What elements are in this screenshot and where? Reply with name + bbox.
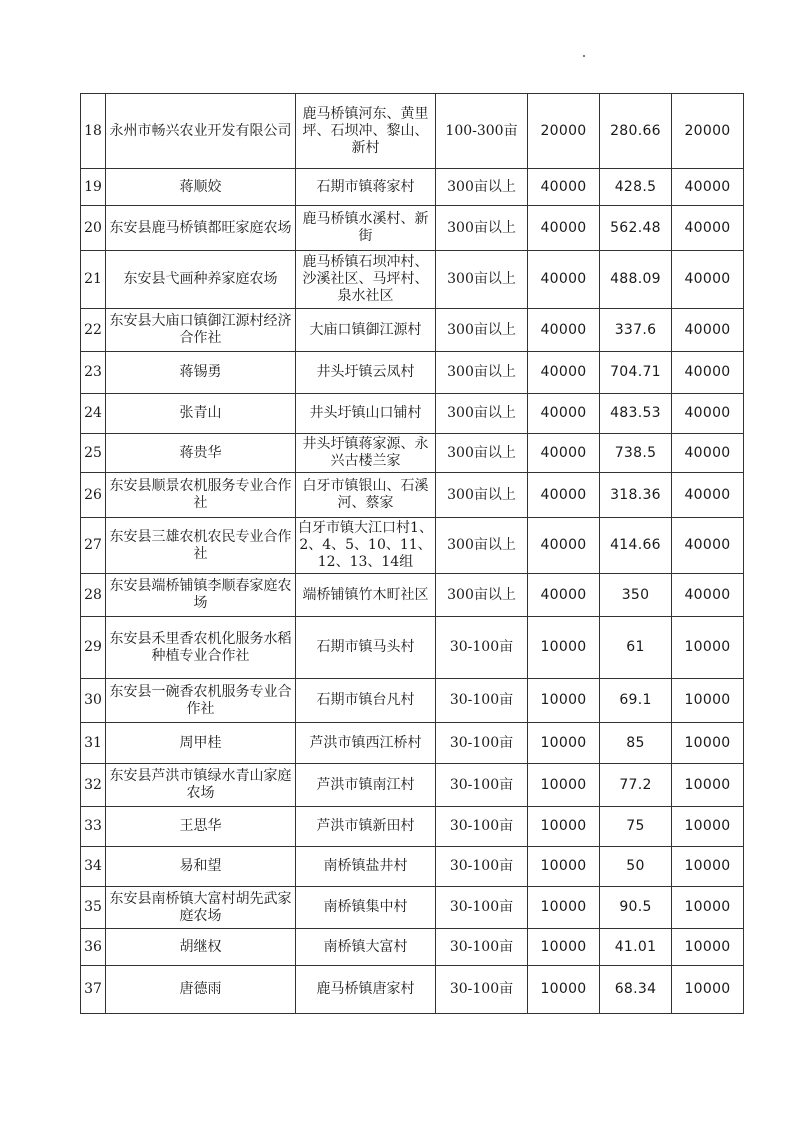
scale-range: 30-100亩	[436, 807, 528, 847]
recipient-name: 蒋锡勇	[106, 352, 296, 394]
recipient-name: 东安县大庙口镇御江源村经济合作社	[106, 309, 296, 352]
subsidy-standard: 40000	[528, 352, 600, 394]
scale-range: 300亩以上	[436, 473, 528, 518]
row-number: 24	[81, 394, 106, 434]
location: 白牙市镇银山、石溪河、蔡家	[296, 473, 436, 518]
row-number: 36	[81, 929, 106, 966]
recipient-name: 蒋顺姣	[106, 169, 296, 206]
row-number: 32	[81, 764, 106, 807]
table-row	[81, 887, 744, 929]
subsidy-standard: 40000	[528, 206, 600, 251]
location: 端桥铺镇竹木町社区	[296, 574, 436, 617]
recipient-name: 胡继权	[106, 929, 296, 966]
subsidy-standard: 10000	[528, 887, 600, 929]
table-row	[81, 352, 744, 394]
subsidy-amount: 40000	[672, 251, 744, 309]
table-row	[81, 518, 744, 574]
row-number: 25	[81, 434, 106, 473]
recipient-name: 东安县南桥镇大富村胡先武家庭农场	[106, 887, 296, 929]
table-row	[81, 929, 744, 966]
recipient-name: 周甲桂	[106, 723, 296, 764]
table-row	[81, 723, 744, 764]
row-number: 33	[81, 807, 106, 847]
location: 井头圩镇山口铺村	[296, 394, 436, 434]
subsidy-amount: 40000	[672, 518, 744, 574]
location: 鹿马桥镇河东、黄里坪、石坝冲、黎山、新村	[296, 94, 436, 169]
planted-area: 77.2	[600, 764, 672, 807]
location: 南桥镇大富村	[296, 929, 436, 966]
planted-area: 350	[600, 574, 672, 617]
subsidy-standard: 40000	[528, 518, 600, 574]
row-number: 29	[81, 617, 106, 679]
scale-range: 300亩以上	[436, 206, 528, 251]
subsidy-amount: 10000	[672, 679, 744, 723]
subsidy-amount: 40000	[672, 206, 744, 251]
table-row	[81, 617, 744, 679]
recipient-name: 唐德雨	[106, 966, 296, 1014]
recipient-name: 东安县芦洪市镇绿水青山家庭农场	[106, 764, 296, 807]
subsidy-amount: 40000	[672, 434, 744, 473]
subsidy-amount: 10000	[672, 966, 744, 1014]
table-body	[81, 94, 744, 1014]
location: 南桥镇盐井村	[296, 847, 436, 887]
scale-range: 300亩以上	[436, 518, 528, 574]
planted-area: 318.36	[600, 473, 672, 518]
location: 石期市镇马头村	[296, 617, 436, 679]
subsidy-amount: 10000	[672, 847, 744, 887]
scan-speck	[583, 55, 585, 57]
location: 芦洪市镇南江村	[296, 764, 436, 807]
row-number: 21	[81, 251, 106, 309]
scale-range: 300亩以上	[436, 251, 528, 309]
subsidy-standard: 20000	[528, 94, 600, 169]
scale-range: 300亩以上	[436, 352, 528, 394]
subsidy-standard: 10000	[528, 679, 600, 723]
subsidy-standard: 10000	[528, 807, 600, 847]
table-row	[81, 169, 744, 206]
subsidy-amount: 10000	[672, 617, 744, 679]
row-number: 20	[81, 206, 106, 251]
table-row	[81, 966, 744, 1014]
recipient-name: 张青山	[106, 394, 296, 434]
row-number: 30	[81, 679, 106, 723]
recipient-name: 永州市畅兴农业开发有限公司	[106, 94, 296, 169]
scale-range: 300亩以上	[436, 309, 528, 352]
table-row	[81, 807, 744, 847]
planted-area: 562.48	[600, 206, 672, 251]
recipient-name: 东安县端桥铺镇李顺春家庭农场	[106, 574, 296, 617]
planted-area: 428.5	[600, 169, 672, 206]
location: 井头圩镇蒋家源、永兴古楼兰家	[296, 434, 436, 473]
location: 鹿马桥镇唐家村	[296, 966, 436, 1014]
subsidy-amount: 10000	[672, 929, 744, 966]
subsidy-standard: 40000	[528, 473, 600, 518]
subsidy-standard: 40000	[528, 169, 600, 206]
planted-area: 90.5	[600, 887, 672, 929]
subsidy-amount: 10000	[672, 807, 744, 847]
planted-area: 50	[600, 847, 672, 887]
subsidy-standard: 10000	[528, 723, 600, 764]
scale-range: 300亩以上	[436, 169, 528, 206]
scale-range: 300亩以上	[436, 574, 528, 617]
subsidy-standard: 40000	[528, 394, 600, 434]
scale-range: 30-100亩	[436, 764, 528, 807]
row-number: 34	[81, 847, 106, 887]
scale-range: 300亩以上	[436, 434, 528, 473]
location: 白牙市镇大江口村1、2、4、5、10、11、12、13、14组	[296, 518, 436, 574]
subsidy-amount: 40000	[672, 169, 744, 206]
subsidy-amount: 40000	[672, 309, 744, 352]
planted-area: 280.66	[600, 94, 672, 169]
subsidy-standard: 10000	[528, 847, 600, 887]
table-row	[81, 847, 744, 887]
planted-area: 704.71	[600, 352, 672, 394]
row-number: 35	[81, 887, 106, 929]
location: 鹿马桥镇石坝冲村、沙溪社区、马坪村、泉水社区	[296, 251, 436, 309]
recipient-name: 王思华	[106, 807, 296, 847]
scale-range: 30-100亩	[436, 679, 528, 723]
table-row	[81, 394, 744, 434]
location: 鹿马桥镇水溪村、新街	[296, 206, 436, 251]
planted-area: 68.34	[600, 966, 672, 1014]
row-number: 26	[81, 473, 106, 518]
row-number: 23	[81, 352, 106, 394]
scale-range: 100-300亩	[436, 94, 528, 169]
subsidy-amount: 40000	[672, 473, 744, 518]
scale-range: 30-100亩	[436, 617, 528, 679]
table-row	[81, 764, 744, 807]
table-row	[81, 206, 744, 251]
planted-area: 61	[600, 617, 672, 679]
scale-range: 30-100亩	[436, 966, 528, 1014]
location: 芦洪市镇新田村	[296, 807, 436, 847]
subsidy-amount: 10000	[672, 887, 744, 929]
scale-range: 30-100亩	[436, 929, 528, 966]
recipient-name: 易和望	[106, 847, 296, 887]
scale-range: 30-100亩	[436, 847, 528, 887]
recipient-name: 东安县弋画种养家庭农场	[106, 251, 296, 309]
subsidy-standard: 40000	[528, 434, 600, 473]
recipient-name: 东安县禾里香农机化服务水稻种植专业合作社	[106, 617, 296, 679]
subsidy-standard: 40000	[528, 251, 600, 309]
scale-range: 300亩以上	[436, 394, 528, 434]
planted-area: 85	[600, 723, 672, 764]
subsidy-amount: 20000	[672, 94, 744, 169]
planted-area: 414.66	[600, 518, 672, 574]
subsidy-standard: 40000	[528, 574, 600, 617]
table-row	[81, 309, 744, 352]
subsidy-amount: 40000	[672, 352, 744, 394]
subsidy-amount: 10000	[672, 764, 744, 807]
location: 井头圩镇云凤村	[296, 352, 436, 394]
recipient-name: 东安县一碗香农机服务专业合作社	[106, 679, 296, 723]
row-number: 37	[81, 966, 106, 1014]
planted-area: 75	[600, 807, 672, 847]
recipient-name: 东安县顺景农机服务专业合作社	[106, 473, 296, 518]
table-row	[81, 94, 744, 169]
scale-range: 30-100亩	[436, 723, 528, 764]
planted-area: 69.1	[600, 679, 672, 723]
planted-area: 738.5	[600, 434, 672, 473]
table-row	[81, 434, 744, 473]
location: 石期市镇蒋家村	[296, 169, 436, 206]
location: 南桥镇集中村	[296, 887, 436, 929]
recipient-name: 东安县鹿马桥镇都旺家庭农场	[106, 206, 296, 251]
table-row	[81, 679, 744, 723]
row-number: 18	[81, 94, 106, 169]
subsidy-standard: 10000	[528, 764, 600, 807]
table-row	[81, 473, 744, 518]
planted-area: 41.01	[600, 929, 672, 966]
row-number: 22	[81, 309, 106, 352]
table-row	[81, 251, 744, 309]
row-number: 31	[81, 723, 106, 764]
row-number: 19	[81, 169, 106, 206]
planted-area: 488.09	[600, 251, 672, 309]
subsidy-amount: 40000	[672, 394, 744, 434]
location: 芦洪市镇西江桥村	[296, 723, 436, 764]
subsidy-standard: 10000	[528, 929, 600, 966]
location: 大庙口镇御江源村	[296, 309, 436, 352]
planted-area: 483.53	[600, 394, 672, 434]
row-number: 27	[81, 518, 106, 574]
recipient-name: 蒋贵华	[106, 434, 296, 473]
planted-area: 337.6	[600, 309, 672, 352]
row-number: 28	[81, 574, 106, 617]
subsidy-amount: 40000	[672, 574, 744, 617]
subsidy-standard: 10000	[528, 966, 600, 1014]
subsidy-standard: 40000	[528, 309, 600, 352]
subsidy-amount: 10000	[672, 723, 744, 764]
location: 石期市镇台凡村	[296, 679, 436, 723]
subsidy-table	[80, 93, 744, 1014]
subsidy-standard: 10000	[528, 617, 600, 679]
scale-range: 30-100亩	[436, 887, 528, 929]
recipient-name: 东安县三雄农机农民专业合作社	[106, 518, 296, 574]
table-row	[81, 574, 744, 617]
